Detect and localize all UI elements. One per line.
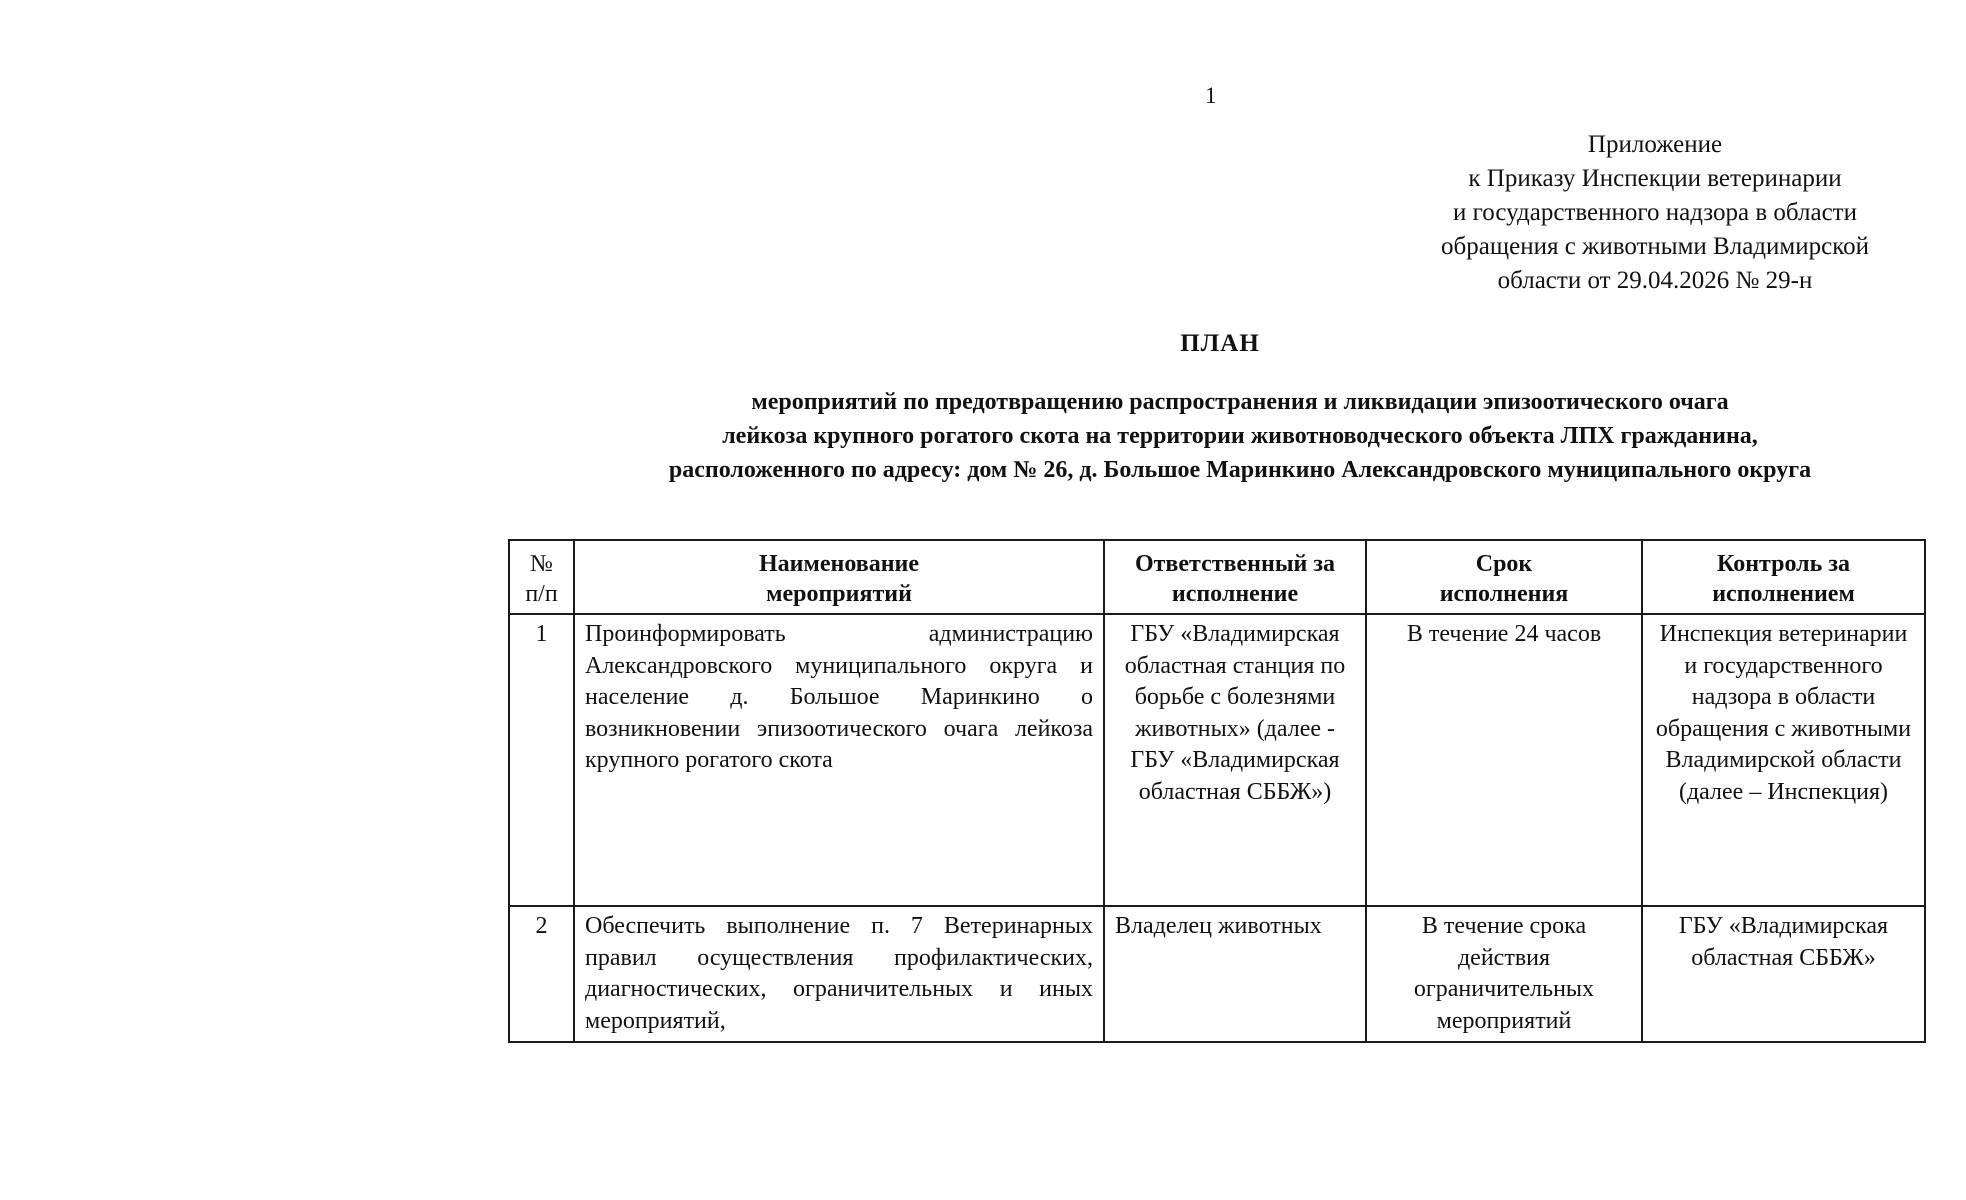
table-row xyxy=(509,614,1925,906)
appendix-line: к Приказу Инспекции ветеринарии xyxy=(1468,165,1842,192)
subtitle-line: расположенного по адресу: дом № 26, д. Большое Маринкино Александровского муниципального округа xyxy=(668,457,1812,483)
row-responsible: ГБУ «Владимирская областная станция по борьбе с болезнями животных» (далее - ГБУ «Владимирская областная СББЖ») xyxy=(1104,614,1366,906)
header-responsible xyxy=(1104,540,1366,614)
row-number: 2 xyxy=(509,906,574,1042)
appendix-header xyxy=(1385,128,1925,298)
table-row xyxy=(509,906,1925,1042)
row-control: ГБУ «Владимирская областная СББЖ» xyxy=(1642,906,1925,1042)
header-name xyxy=(574,540,1104,614)
row-number: 1 xyxy=(509,614,574,906)
subtitle-line: лейкоза крупного рогатого скота на территории животноводческого объекта ЛПХ гражданина, xyxy=(722,423,1758,449)
subtitle-line: мероприятий по предотвращению распространения и ликвидации эпизоотического очага xyxy=(751,389,1729,415)
document-title: ПЛАН xyxy=(1180,330,1260,357)
appendix-line: обращения с животными Владимирской xyxy=(1441,233,1869,260)
header-number xyxy=(509,540,574,614)
plan-table xyxy=(508,539,1926,1043)
row-responsible: Владелец животных xyxy=(1104,906,1366,1042)
header-responsible-text: Ответственный за исполнение xyxy=(1134,551,1336,607)
row-control-text: Инспекция ветеринарии и государственного надзора в области обращения с животными Владимирской области (далее – Инспекция) xyxy=(1655,621,1912,805)
header-deadline xyxy=(1366,540,1642,614)
row-deadline: В течение срока действия ограничительных мероприятий xyxy=(1366,906,1642,1042)
table-header-row xyxy=(509,540,1925,614)
header-number-text: № п/п xyxy=(525,551,558,607)
appendix-line: и государственного надзора в области xyxy=(1452,199,1857,226)
header-control-text: Контроль за исполнением xyxy=(1712,551,1855,607)
header-control xyxy=(1642,540,1925,614)
document-subtitle xyxy=(560,385,1920,487)
row-control xyxy=(1642,614,1925,906)
row-task: Проинформировать администрацию Александровского муниципального округа и население д. Большое Маринкино о возникновении эпизоотического очага лейкоза крупного рогатого скота xyxy=(574,614,1104,906)
page-number: 1 xyxy=(1205,83,1217,108)
header-name-text: Наименование мероприятий xyxy=(759,551,919,607)
appendix-line: Приложение xyxy=(1587,131,1723,158)
header-deadline-text: Срок исполнения xyxy=(1439,551,1569,607)
appendix-line: области от 29.04.2026 № 29-н xyxy=(1497,267,1813,294)
row-deadline: В течение 24 часов xyxy=(1366,614,1642,906)
row-task: Обеспечить выполнение п. 7 Ветеринарных правил осуществления профилактических, диагностических, ограничительных и иных мероприятий, xyxy=(574,906,1104,1042)
